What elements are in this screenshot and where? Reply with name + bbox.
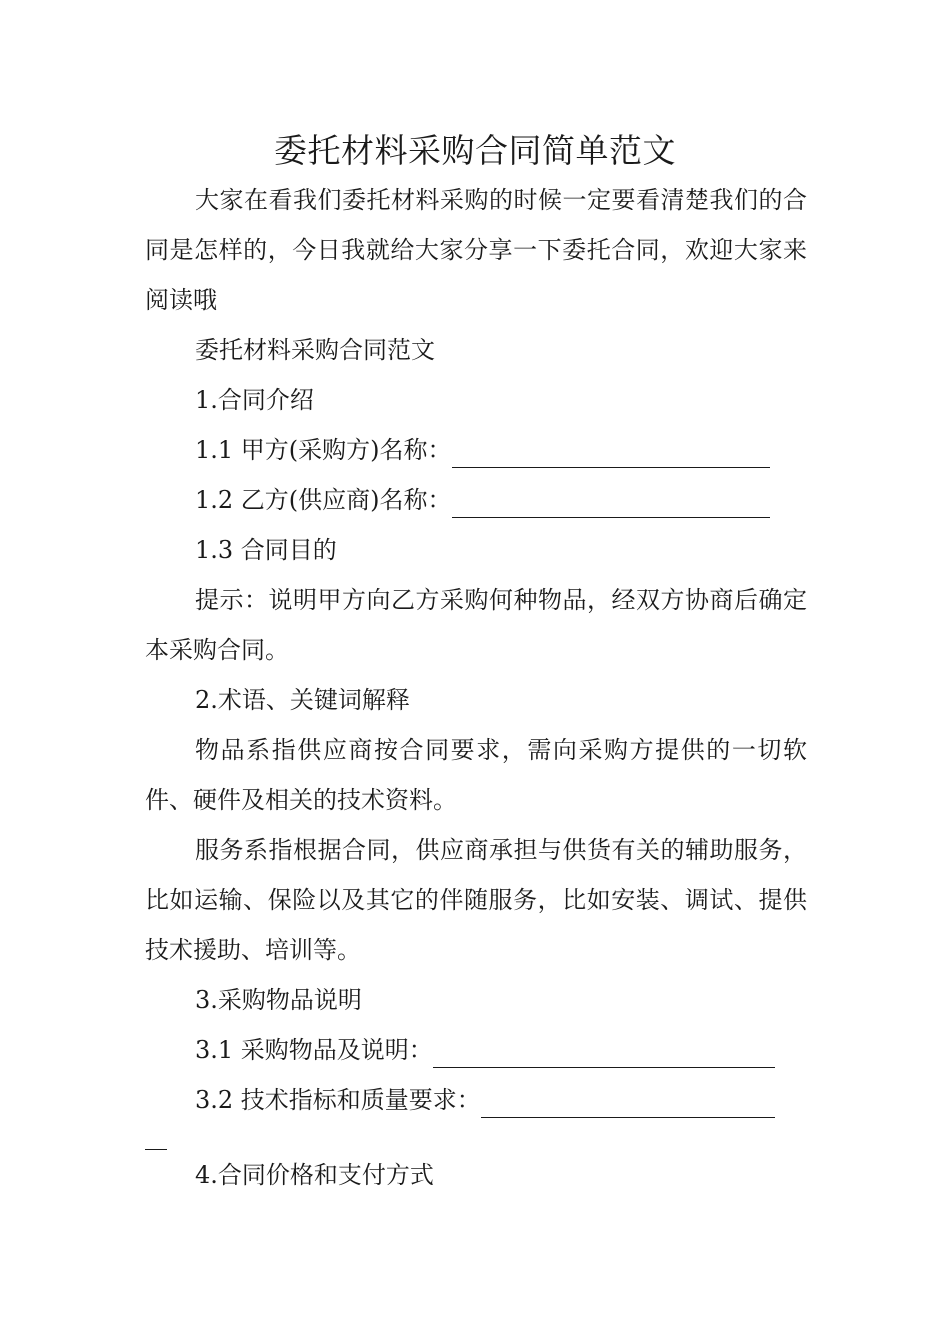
document-body [145,175,807,1200]
goods-description-blank[interactable] [433,1033,775,1068]
party-b-line [145,475,807,525]
quality-requirements-label: 3.2 技术指标和质量要求： [195,1086,481,1114]
goods-description-label: 3.1 采购物品及说明： [195,1036,433,1064]
contract-subtitle: 委托材料采购合同范文 [195,336,435,364]
quality-requirements-blank-tail[interactable] [145,1125,167,1150]
party-a-line [145,425,807,475]
contract-purpose-heading: 1.3 合同目的 [195,536,337,564]
document-title: 委托材料采购合同简单范文 [274,131,676,170]
party-b-label: 1.2 乙方(供应商)名称： [195,486,452,514]
section-2-heading: 2.术语、关键词解释 [195,686,410,714]
intro-paragraph: 大家在看我们委托材料采购的时候一定要看清楚我们的合同是怎样的，今日我就给大家分享一下委托合同，欢迎大家来阅读哦 [145,186,807,314]
section-3-heading: 3.采购物品说明 [195,986,362,1014]
section-1-heading: 1.合同介绍 [195,386,314,414]
quality-requirements-continuation [145,1125,807,1150]
party-a-label: 1.1 甲方(采购方)名称： [195,436,452,464]
party-a-blank[interactable] [452,433,770,468]
quality-requirements-line [145,1075,807,1125]
goods-definition: 物品系指供应商按合同要求，需向采购方提供的一切软件、硬件及相关的技术资料。 [145,736,807,814]
goods-description-line [145,1025,807,1075]
service-definition: 服务系指根据合同，供应商承担与供货有关的辅助服务，比如运输、保险以及其它的伴随服务，比如安装、调试、提供技术援助、培训等。 [145,836,807,964]
section-4-heading: 4.合同价格和支付方式 [195,1161,434,1189]
party-b-blank[interactable] [452,483,770,518]
quality-requirements-blank[interactable] [481,1083,775,1118]
contract-purpose-hint: 提示：说明甲方向乙方采购何种物品，经双方协商后确定本采购合同。 [145,586,807,664]
